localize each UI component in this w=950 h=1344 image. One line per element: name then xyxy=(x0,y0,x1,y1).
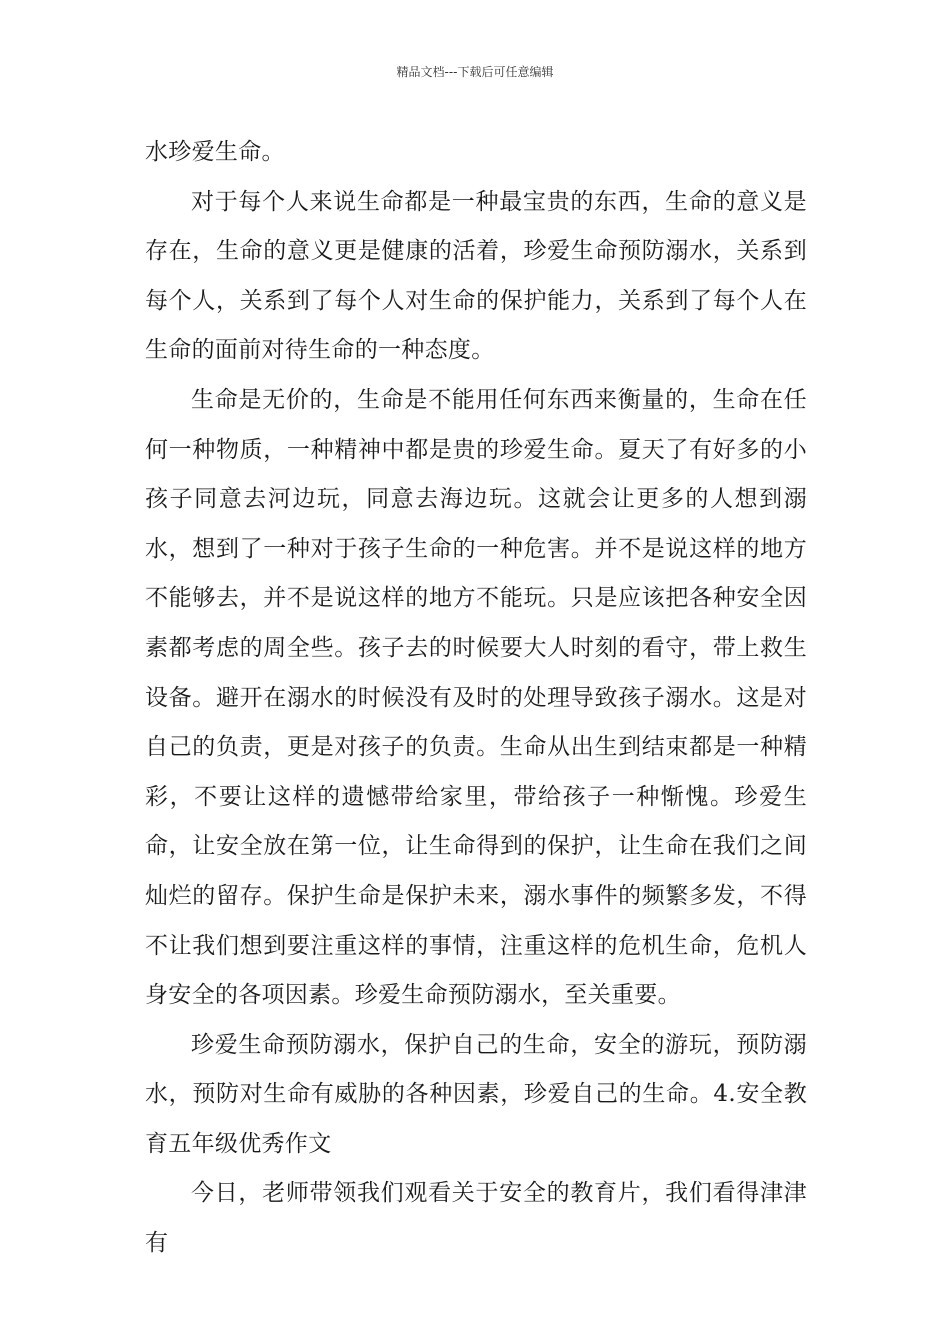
paragraph-1: 水珍爱生命。 xyxy=(145,139,285,165)
paragraph-4: 珍爱生命预防溺水，保护自己的生命，安全的游玩，预防溺水，预防对生命有威胁的各种因素，珍爱自己的生命。4.安全教育五年级优秀作文 xyxy=(145,1031,807,1157)
paragraph-3: 生命是无价的，生命是不能用任何东西来衡量的，生命在任何一种物质，一种精神中都是贵的珍爱生命。夏天了有好多的小孩子同意去河边玩，同意去海边玩。这就会让更多的人想到溺水，想到了一种对于孩子生命的一种危害。并不是说这样的地方不能够去，并不是说这样的地方不能玩。只是应该把各种安全因素都考虑的周全些。孩子去的时候要大人时刻的看守，带上救生设备。避开在溺水的时候没有及时的处理导致孩子溺水。这是对自己的负责，更是对孩子的负责。生命从出生到结束都是一种精彩，不要让这样的遗憾带给家里，带给孩子一种惭愧。珍爱生命，让安全放在第一位，让生命得到的保护，让生命在我们之间灿烂的留存。保护生命是保护未来，溺水事件的频繁多发，不得不让我们想到要注重这样的事情，注重这样的危机生命，危机人身安全的各项因素。珍爱生命预防溺水，至关重要。 xyxy=(145,386,807,1009)
paragraph-5: 今日，老师带领我们观看关于安全的教育片，我们看得津津有 xyxy=(145,1180,807,1257)
page-header: 精品文档---下载后可任意编辑 xyxy=(396,65,554,79)
paragraph-2: 对于每个人来说生命都是一种最宝贵的东西，生命的意义是存在，生命的意义更是健康的活着，珍爱生命预防溺水，关系到每个人，关系到了每个人对生命的保护能力，关系到了每个人在生命的面前对待生命的一种态度。 xyxy=(145,188,807,364)
document-body xyxy=(145,128,807,1269)
